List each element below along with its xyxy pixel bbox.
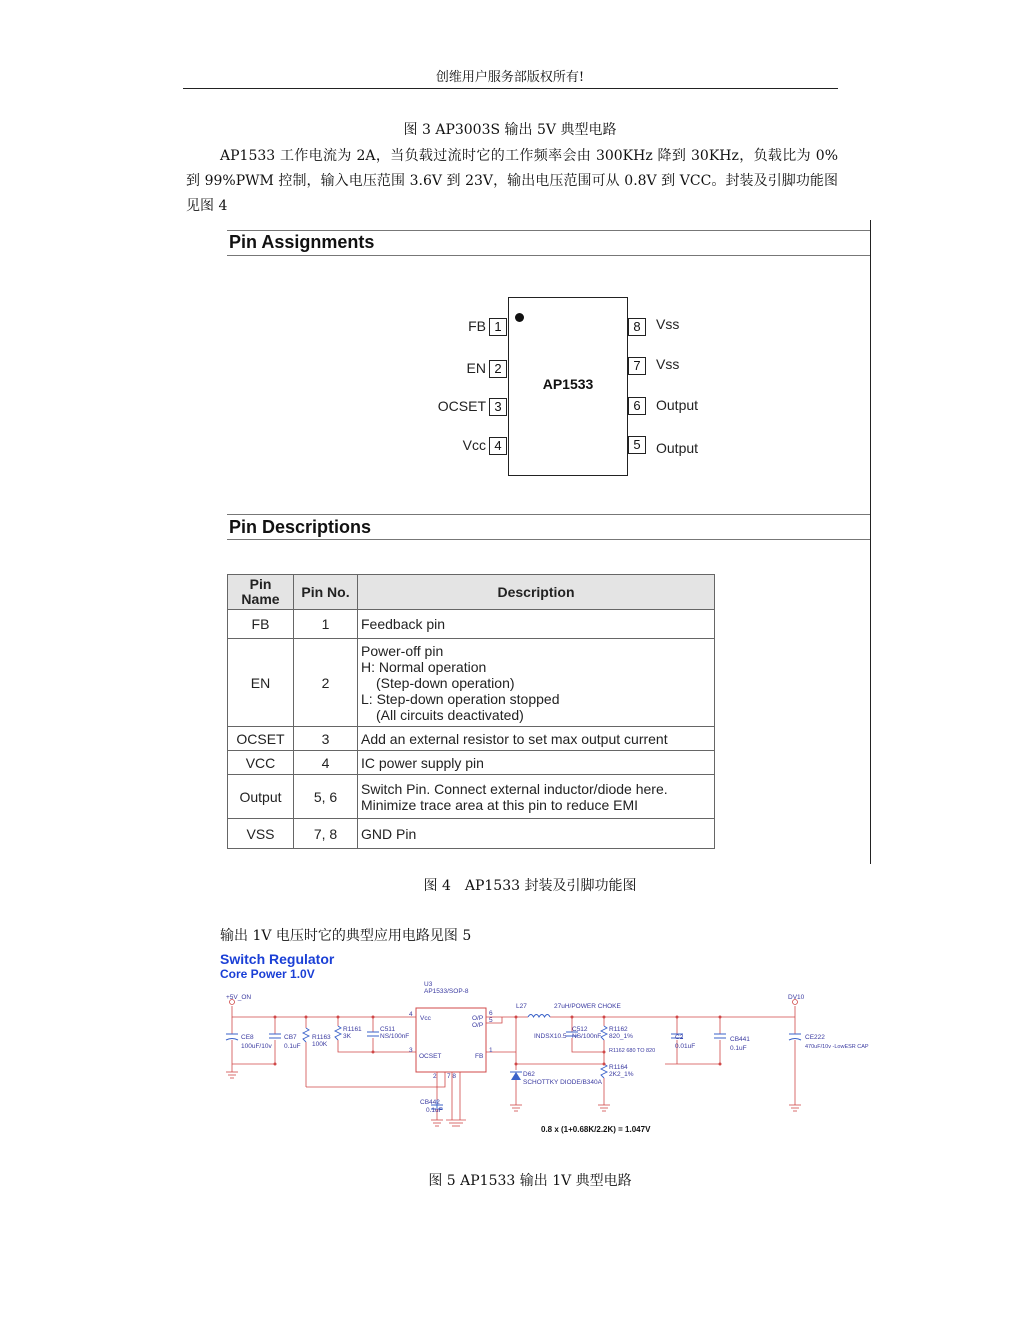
label-r1161-val: 3K xyxy=(343,1033,351,1040)
label-ce8-val: 100uF/10v xyxy=(241,1043,272,1050)
label-l27: L27 xyxy=(516,1003,527,1010)
cell-description xyxy=(358,775,715,819)
desc-line: (All circuits deactivated) xyxy=(376,706,524,723)
label-u3: U3 xyxy=(424,981,433,988)
schematic-title: Switch Regulator xyxy=(220,951,335,967)
pin-box-6: 6 xyxy=(628,397,646,415)
label-r1162-note: R1162 680 TO 820 xyxy=(609,1048,656,1054)
label-cb442-val: 0.1uF xyxy=(426,1107,443,1114)
label-ce222-val: 470uF/10v -LowESR CAP xyxy=(805,1044,869,1050)
table-row xyxy=(228,751,715,775)
label-pin1: 1 xyxy=(489,1047,493,1054)
pin-box-3: 3 xyxy=(489,398,507,416)
table-header-row xyxy=(228,575,715,610)
label-ind-note: INDSX10.5 xyxy=(534,1033,567,1040)
label-pin6: 6 xyxy=(489,1010,493,1017)
label-u3-pkg: AP1533/SOP-8 xyxy=(424,988,469,995)
label-d62: D62 xyxy=(523,1071,535,1078)
label-vout: DV10 xyxy=(788,994,805,1001)
label-ic-ocset: OCSET xyxy=(419,1053,442,1060)
label-c512-val: NS/100nF xyxy=(572,1033,602,1040)
cell-pin-no: 4 xyxy=(294,751,358,775)
label-pin5: 5 xyxy=(489,1017,493,1024)
label-r1163: R1163 xyxy=(312,1034,331,1041)
label-cb441-val: 0.1uF xyxy=(730,1045,747,1052)
label-r1161: R1161 xyxy=(343,1026,362,1033)
schematic-subtitle: Core Power 1.0V xyxy=(220,967,315,981)
desc-line: H: Normal operation xyxy=(361,658,487,675)
pin-assignments-title: Pin Assignments xyxy=(229,232,375,252)
label-pin3: 3 xyxy=(409,1047,413,1054)
label-c511: C511 xyxy=(380,1026,396,1033)
table-row xyxy=(228,610,715,639)
cell-pin-name: OCSET xyxy=(228,727,294,751)
pin-label-vcc: Vcc xyxy=(462,437,486,453)
desc-line: L: Step-down operation stopped xyxy=(361,690,560,707)
fig3-caption: 图 3 AP3003S 输出 5V 典型电路 xyxy=(403,122,617,138)
header-description: Description xyxy=(358,575,715,610)
pin-box-8: 8 xyxy=(628,318,646,336)
desc-line: (Step-down operation) xyxy=(376,674,515,691)
fig5-caption: 图 5 AP1533 输出 1V 典型电路 xyxy=(428,1173,632,1189)
label-ic-op1: O/P xyxy=(472,1015,484,1022)
label-r1162-val: 820_1% xyxy=(609,1033,633,1040)
cell-pin-no: 1 xyxy=(294,610,358,639)
label-ic-op2: O/P xyxy=(472,1022,484,1029)
pin-label-output-6: Output xyxy=(656,397,699,413)
pin-descriptions-title: Pin Descriptions xyxy=(229,517,372,537)
cell-pin-name: Output xyxy=(228,775,294,819)
label-pin78: 7 8 xyxy=(447,1073,457,1080)
desc-line: Minimize trace area at this pin to reduce EMI xyxy=(361,796,639,813)
table-row xyxy=(228,819,715,849)
pin-box-5: 5 xyxy=(628,436,646,454)
cell-pin-no: 7, 8 xyxy=(294,819,358,849)
cell-pin-name: EN xyxy=(228,639,294,727)
header-rule xyxy=(183,88,838,89)
cell-description: IC power supply pin xyxy=(358,751,715,775)
label-r1164: R1164 xyxy=(609,1064,628,1071)
cell-description: GND Pin xyxy=(358,819,715,849)
pin-box-4: 4 xyxy=(489,437,507,455)
table-row xyxy=(228,727,715,751)
figure-border xyxy=(870,220,871,864)
desc-line: Switch Pin. Connect external inductor/diode here. xyxy=(361,780,668,797)
cell-pin-name: VCC xyxy=(228,751,294,775)
chip-body xyxy=(508,297,628,476)
cell-pin-no: 2 xyxy=(294,639,358,727)
page-header: 创维用户服务部版权所有! xyxy=(435,70,585,85)
table-row xyxy=(228,775,715,819)
label-ic-vcc: Vcc xyxy=(420,1015,431,1022)
label-cb442: CB442 xyxy=(420,1099,440,1106)
label-cb7: CB7 xyxy=(284,1034,297,1041)
label-l27-val: 27uH/POWER CHOKE xyxy=(554,1003,621,1010)
label-vin: +5V_ON xyxy=(226,994,252,1001)
label-c2-val: 0.01uF xyxy=(675,1043,696,1050)
label-c511-val: NS/100nF xyxy=(380,1033,410,1040)
pin-box-1: 1 xyxy=(489,318,507,336)
label-r1163-val: 100K xyxy=(312,1041,328,1048)
cell-pin-name: VSS xyxy=(228,819,294,849)
label-ce8: CE8 xyxy=(241,1034,254,1041)
pin-description-table xyxy=(227,574,715,849)
label-r1162: R1162 xyxy=(609,1026,628,1033)
desc-line: Power-off pin xyxy=(361,642,444,659)
pin-label-vss-7: Vss xyxy=(656,356,680,372)
header-pin-no: Pin No. xyxy=(294,575,358,610)
label-c512: C512 xyxy=(572,1026,588,1033)
label-cb441: CB441 xyxy=(730,1036,750,1043)
label-pin2: 2 xyxy=(433,1073,437,1080)
cell-description: Add an external resistor to set max output current xyxy=(358,727,715,751)
header-pin-name: Pin Name xyxy=(228,575,294,610)
cell-pin-no: 5, 6 xyxy=(294,775,358,819)
pin-label-en: EN xyxy=(466,360,486,376)
pin-label-vss-8: Vss xyxy=(656,316,680,332)
pin-label-output-5: Output xyxy=(656,440,699,456)
label-ic-fb: FB xyxy=(475,1053,484,1060)
cell-description: Feedback pin xyxy=(358,610,715,639)
intro-paragraph: AP1533 工作电流为 2A，当负载过流时它的工作频率会由 300KHz 降到 30KHz，负载比为 0%到 99%PWM 控制，输入电压范围 3.6V 到 23V，输出电压范围可从 0.8V 到 VCC。封装及引脚功能图见图 4 xyxy=(186,148,838,214)
table-row xyxy=(228,639,715,727)
fig4-caption: 图 4 AP1533 封装及引脚功能图 xyxy=(423,878,637,894)
label-pin4: 4 xyxy=(409,1011,413,1018)
chip-name: AP1533 xyxy=(542,376,594,392)
pin-label-ocset: OCSET xyxy=(437,398,486,414)
pin1-dot xyxy=(515,313,524,322)
label-ce222: CE222 xyxy=(805,1034,825,1041)
label-cb7-val: 0.1uF xyxy=(284,1043,301,1050)
label-r1164-val: 2K2_1% xyxy=(609,1071,634,1078)
cell-pin-name: FB xyxy=(228,610,294,639)
pin-box-7: 7 xyxy=(628,357,646,375)
pin-label-fb: FB xyxy=(468,318,486,334)
label-c2: C2 xyxy=(675,1034,684,1041)
cell-description xyxy=(358,639,715,727)
label-d62-val: SCHOTTKY DIODE/B340A xyxy=(523,1079,602,1086)
schematic-diagram xyxy=(220,980,880,1150)
cell-pin-no: 3 xyxy=(294,727,358,751)
label-formula: 0.8 x (1+0.68K/2.2K) = 1.047V xyxy=(541,1125,651,1134)
pin-box-2: 2 xyxy=(489,360,507,378)
fig5-intro: 输出 1V 电压时它的典型应用电路见图 5 xyxy=(220,928,472,944)
